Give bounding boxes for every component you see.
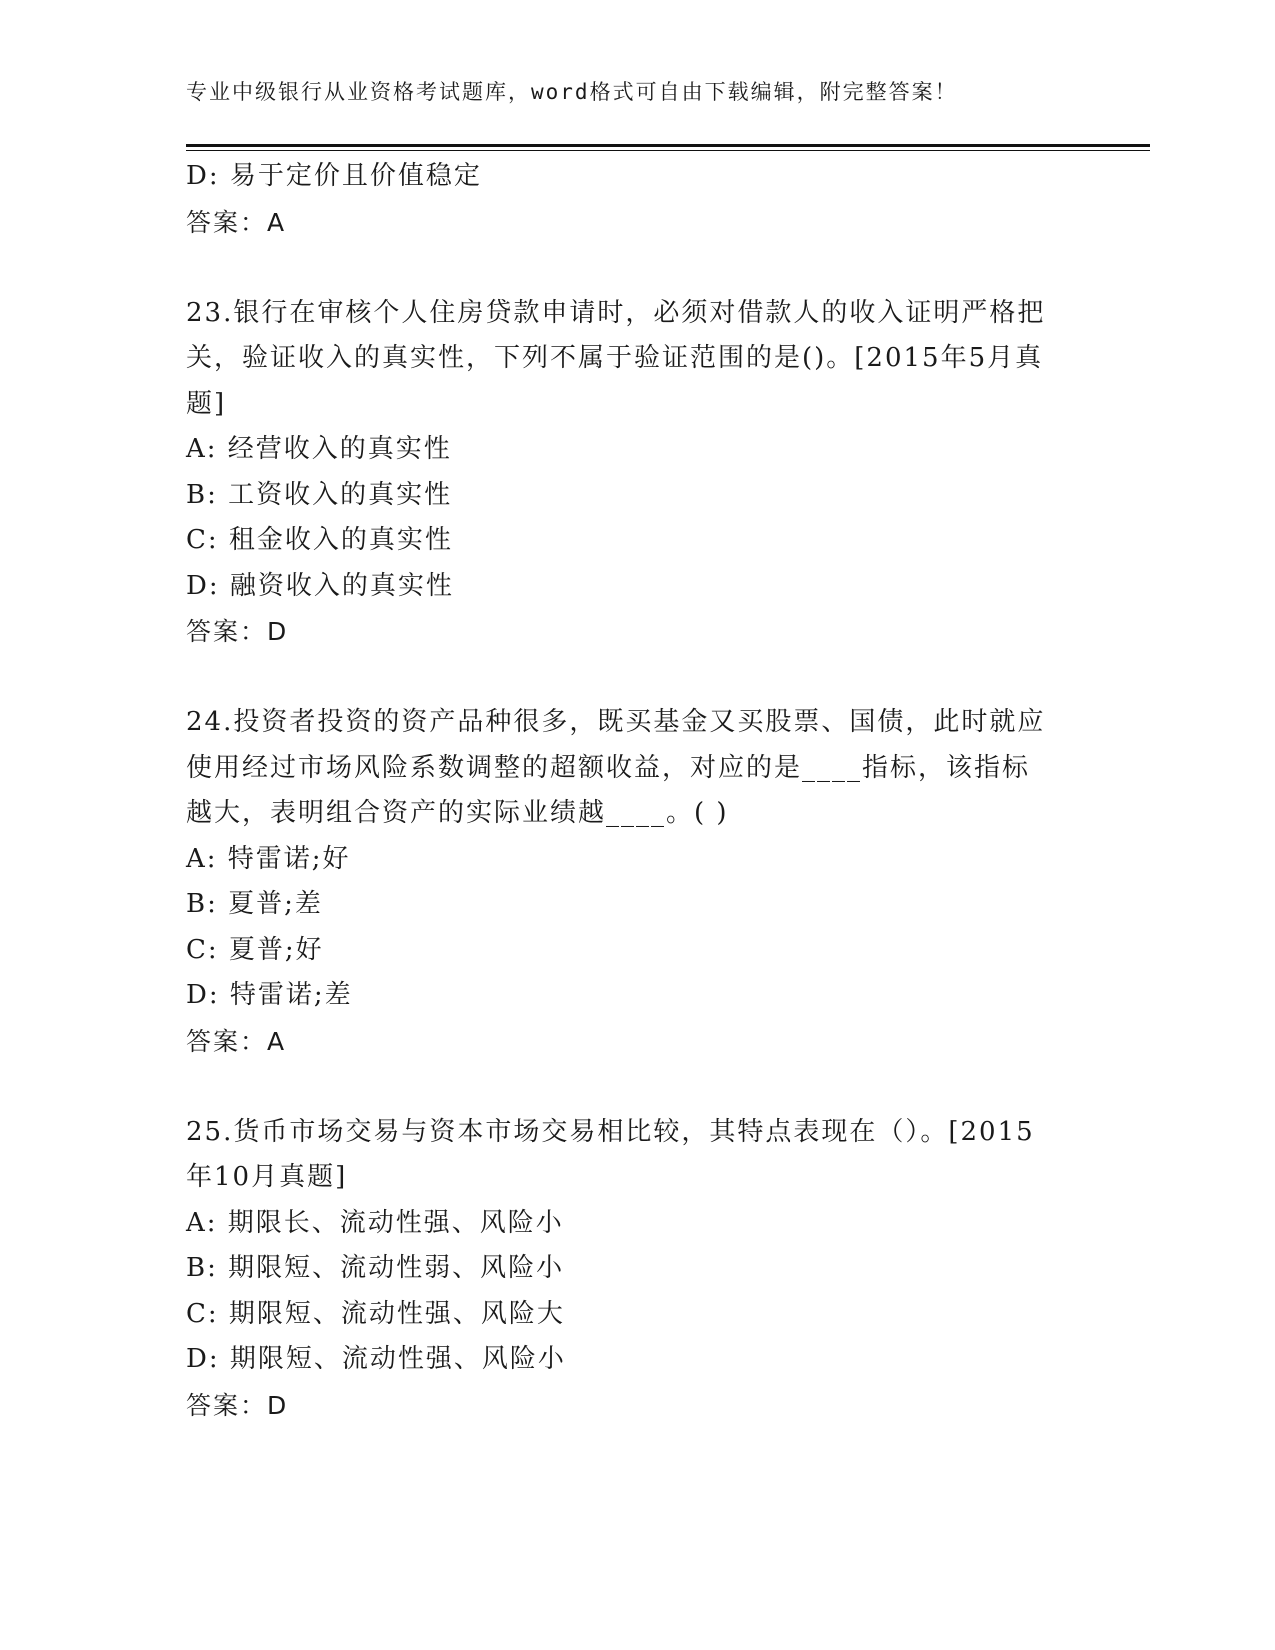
q24-stem-line: 使用经过市场风险系数调整的超额收益，对应的是____指标，该指标 <box>186 752 1031 783</box>
q23-answer: 答案：D <box>186 617 289 646</box>
page-header: 专业中级银行从业资格考试题库，word格式可自由下载编辑，附完整答案！ <box>186 80 958 104</box>
q24-option-a: A: 特雷诺;好 <box>186 843 351 874</box>
q25-option-d: D: 期限短、流动性强、风险小 <box>186 1344 566 1374</box>
q24-answer: 答案：A <box>186 1026 287 1056</box>
q24-option-b: B: 夏普;差 <box>186 889 323 919</box>
q24-stem-line: 越大，表明组合资产的实际业绩越____。( ) <box>186 798 729 828</box>
q25-option-c: C: 期限短、流动性强、风险大 <box>186 1298 565 1329</box>
q24-stem-line: 24.投资者投资的资产品种很多，既买基金又买股票、国债，此时就应 <box>186 707 1046 737</box>
q24-option-c: C: 夏普;好 <box>186 934 324 965</box>
prev-answer: 答案：A <box>186 207 287 237</box>
q24-option-d: D: 特雷诺;差 <box>186 980 353 1010</box>
q23-stem-line: 关，验证收入的真实性，下列不属于验证范围的是()。[2015年5月真 <box>186 343 1044 373</box>
header-rule-thick <box>186 144 1150 147</box>
prev-option-d: D: 易于定价且价值稳定 <box>186 161 482 191</box>
q23-stem-line: 题] <box>186 388 227 419</box>
q23-stem-line: 23.银行在审核个人住房贷款申请时，必须对借款人的收入证明严格把 <box>186 297 1046 328</box>
spacer <box>186 1064 1086 1110</box>
q23-option-b: B: 工资收入的真实性 <box>186 479 453 510</box>
q23-option-c: C: 租金收入的真实性 <box>186 525 453 555</box>
q25-answer: 答案：D <box>186 1390 289 1420</box>
header-rule-thin <box>186 150 1150 151</box>
q25-stem-line: 25.货币市场交易与资本市场交易相比较，其特点表现在（）。[2015 <box>186 1116 1035 1147</box>
q25-option-b: B: 期限短、流动性弱、风险小 <box>186 1253 565 1283</box>
q23-option-a: A: 经营收入的真实性 <box>186 434 452 464</box>
question-content <box>186 154 1086 1428</box>
q23-option-d: D: 融资收入的真实性 <box>186 570 454 601</box>
spacer <box>186 245 1086 291</box>
spacer <box>186 655 1086 701</box>
q25-option-a: A: 期限长、流动性强、风险小 <box>186 1207 564 1238</box>
q25-stem-line: 年10月真题] <box>186 1162 348 1192</box>
